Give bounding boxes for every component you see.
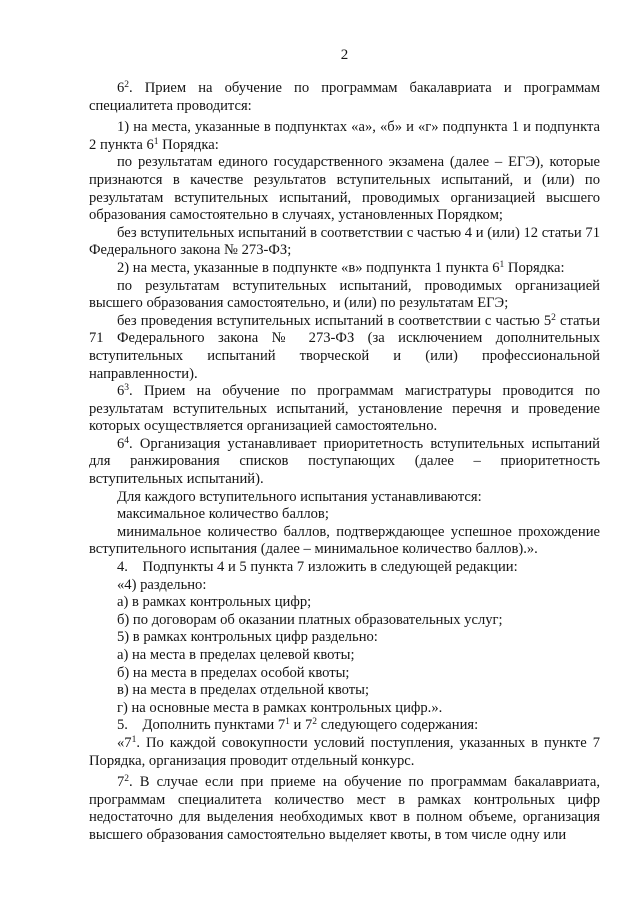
paragraph: Для каждого вступительного испытания устанавливаются:	[117, 488, 482, 505]
page-number: 2	[340, 47, 349, 63]
paragraph: 5) в рамках контрольных цифр раздельно:	[117, 629, 378, 646]
paragraph: $7^2$. В случае если при приеме на обучение по программам бакалавриата, программам специалитета количество мест в рамках контрольных цифр недостаточно для выделения необходимых квот в полном объеме, организация высшего образования самостоятельно выделяет квоты, в том числе одну или	[89, 774, 600, 843]
paragraph: а) в рамках контрольных цифр;	[117, 594, 312, 611]
paragraph: минимальное количество баллов, подтверждающее успешное прохождение вступительного испытания (далее – минимальное количество баллов).».	[89, 523, 600, 558]
paragraph: 5. Дополнить пунктами $7^1$ и $7^2$ следующего содержания:	[117, 717, 479, 734]
paragraph: б) на места в пределах особой квоты;	[117, 664, 350, 681]
paragraph: $6^2$. Прием на обучение по программам бакалавриата и программам специалитета проводится:	[89, 80, 600, 114]
paragraph: г) на основные места в рамках контрольных цифр.».	[117, 699, 443, 716]
paragraph: 2) на места, указанные в подпункте «в» подпункта 1 пункта $6^1$ Порядка:	[117, 259, 565, 276]
paragraph: а) на места в пределах целевой квоты;	[117, 647, 355, 663]
document-body	[89, 80, 600, 845]
paragraph: без вступительных испытаний в соответствии с частью 4 и (или) 12 статьи 71 Федерального закона № 273-ФЗ;	[89, 224, 600, 259]
paragraph: 4. Подпункты 4 и 5 пункта 7 изложить в следующей редакции:	[117, 559, 518, 576]
paragraph: без проведения вступительных испытаний в соответствии с частью $5^2$ статьи 71 Федерального закона № 273-ФЗ (за исключением дополнительных вступительных испытаний творческой и (или) профессиональной направленности).	[89, 312, 601, 382]
paragraph: максимальное количество баллов;	[117, 506, 329, 523]
paragraph: в) на места в пределах отдельной квоты;	[117, 682, 370, 699]
paragraph: «4) раздельно:	[117, 576, 207, 593]
paragraph: по результатам единого государственного экзамена (далее – ЕГЭ), которые признаются в качестве результатов вступительных испытаний, и (или) по результатам вступительных испытаний, проводимых организацией высшего образования самостоятельно в случаях, установленных Порядком;	[89, 154, 600, 224]
paragraph: «$7^1$. По каждой совокупности условий поступления, указанных в пункте 7 Порядка, организация проводит отдельный конкурс.	[89, 734, 600, 769]
paragraph: б) по договорам об оказании платных образовательных услуг;	[117, 611, 503, 628]
paragraph: $6^4$. Организация устанавливает приоритетность вступительных испытаний для ранжирования списков поступающих (далее – приоритетность вступительных испытаний).	[89, 435, 600, 488]
paragraph: 1) на места, указанные в подпунктах «а», «б» и «г» подпункта 1 и подпункта 2 пункта $6^1$ Порядка:	[89, 119, 600, 153]
paragraph: $6^3$. Прием на обучение по программам магистратуры проводится по результатам вступительных испытаний, установление перечня и проведение которых осуществляется организацией самостоятельно.	[89, 383, 600, 435]
paragraph: по результатам вступительных испытаний, проводимых организацией высшего образования самостоятельно, и (или) по результатам ЕГЭ;	[89, 277, 600, 312]
